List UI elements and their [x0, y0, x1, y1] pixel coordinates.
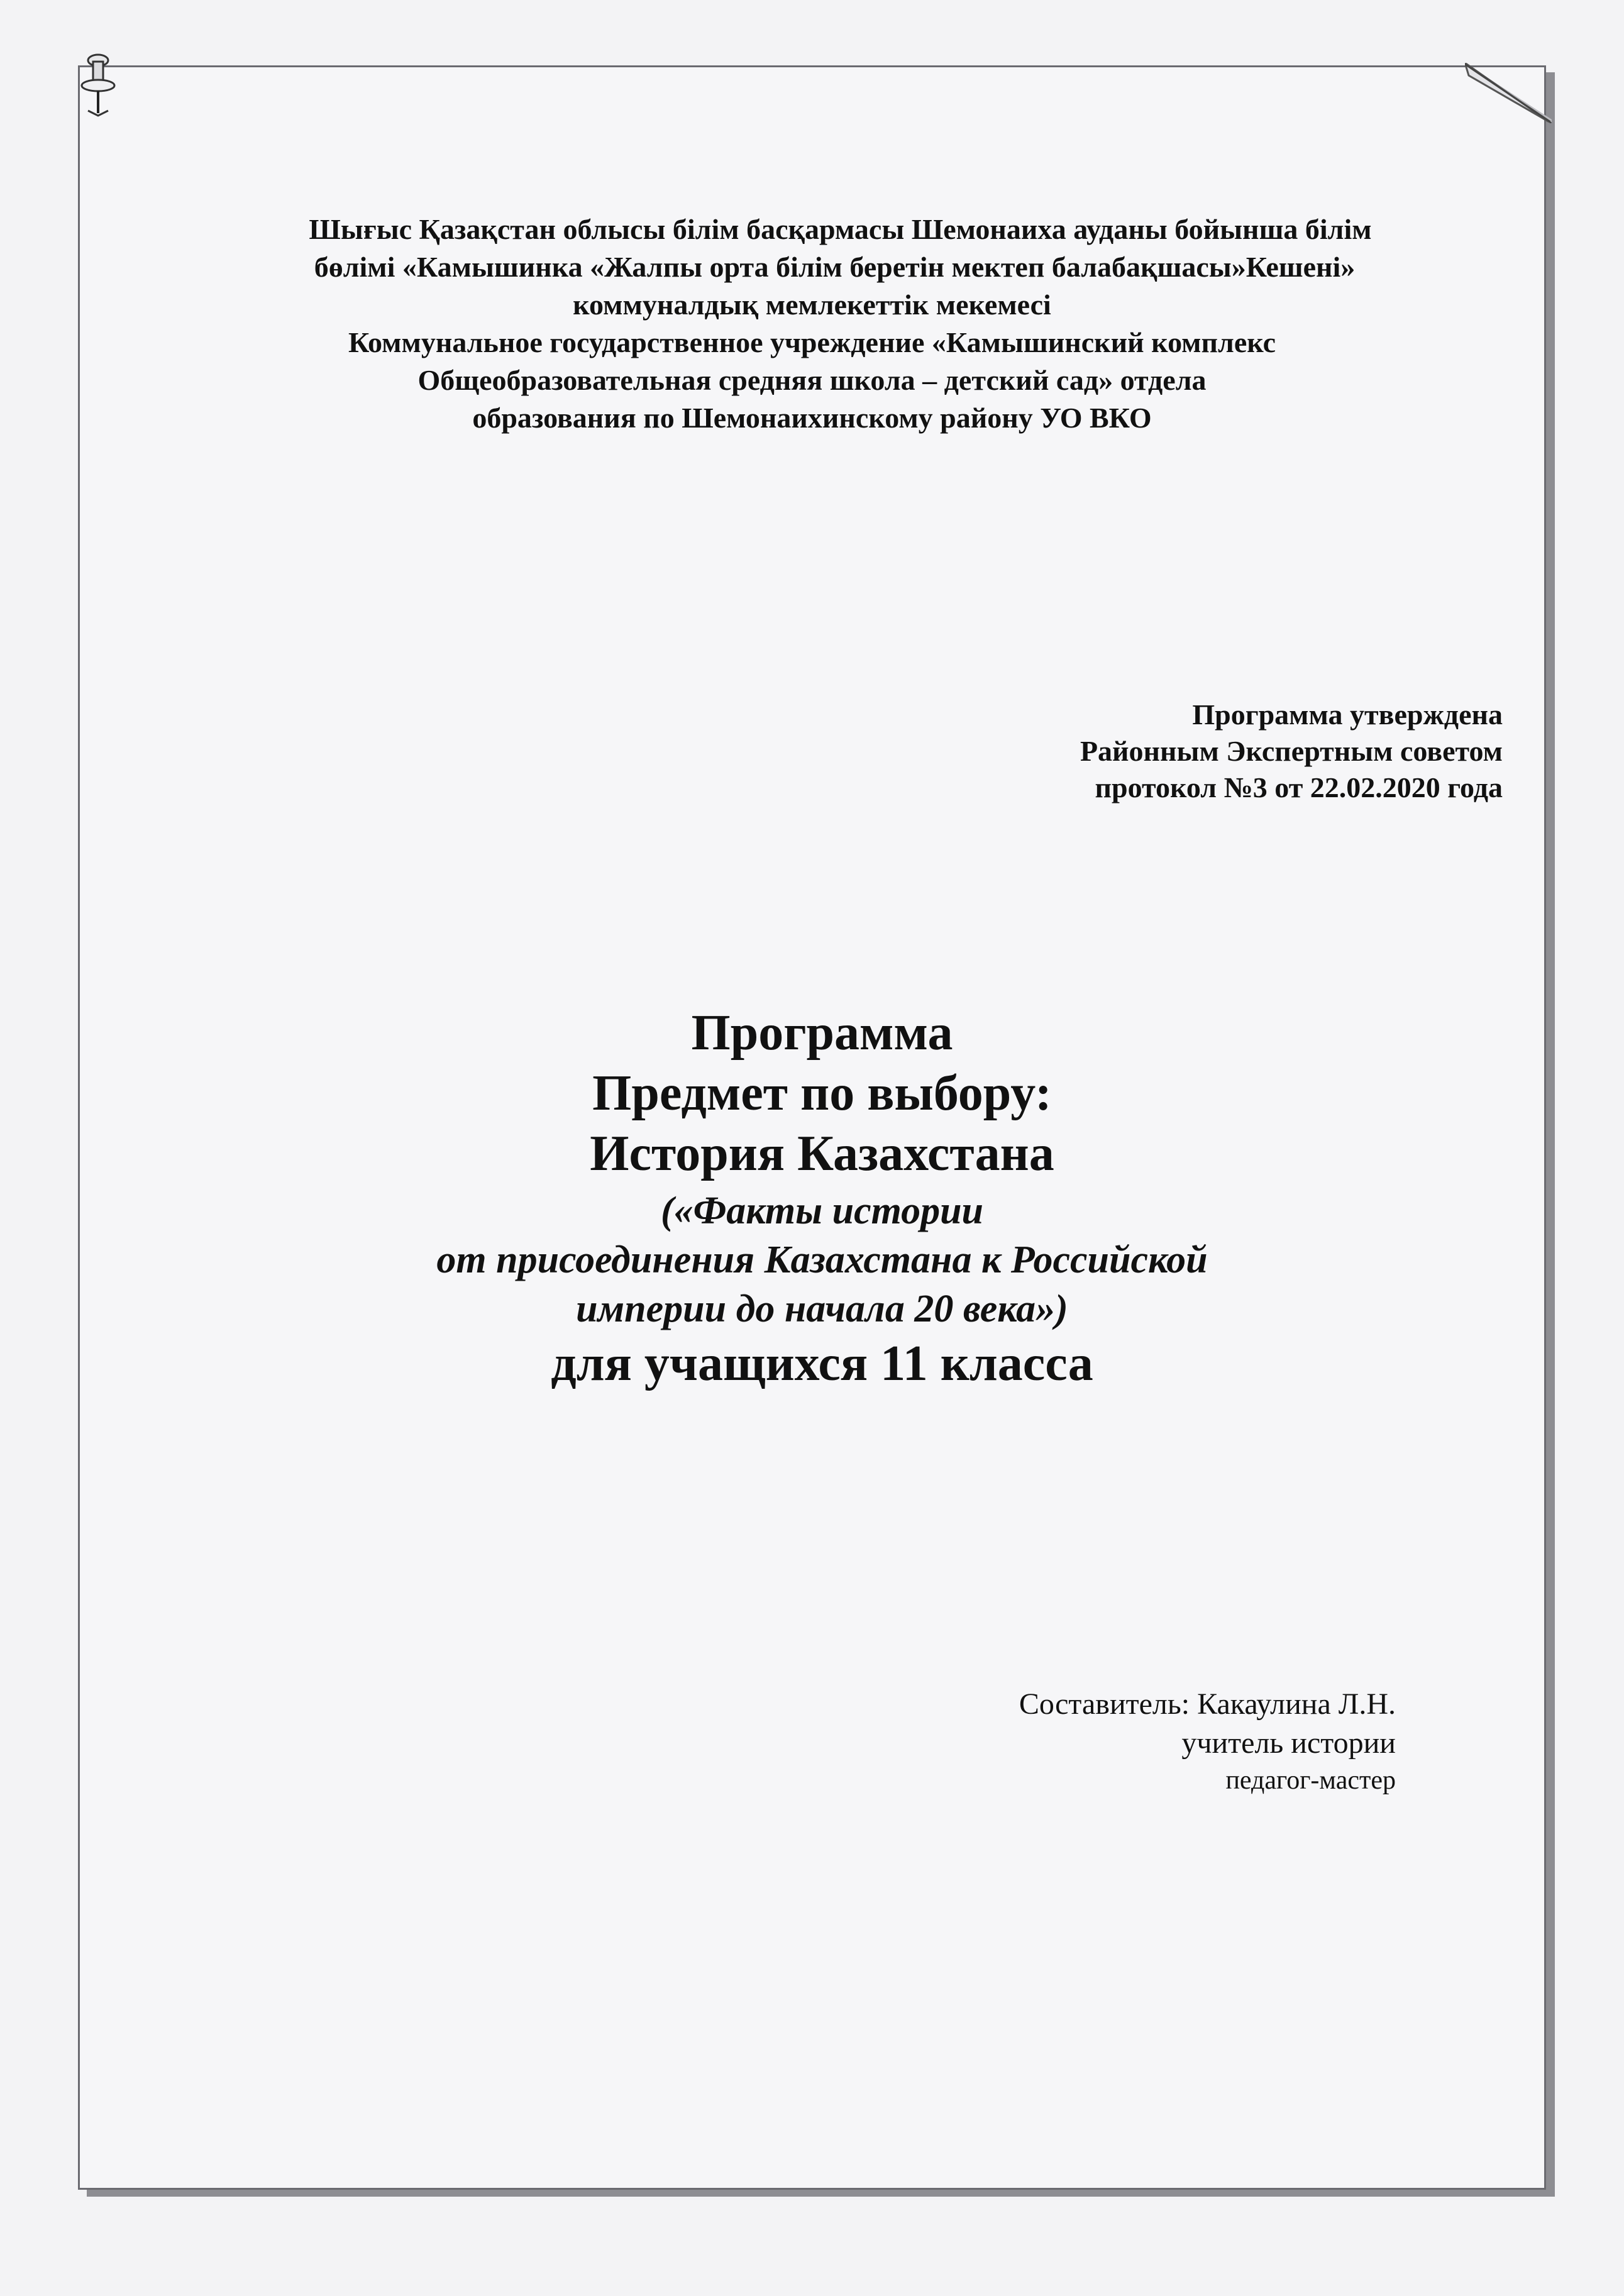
organization-line: коммуналдық мемлекеттік мекемесі: [573, 289, 1051, 321]
author-block: [817, 1685, 1396, 1798]
topic-line: от присоединения Казахстана к Российской: [436, 1239, 1208, 1281]
approval-line: Программа утверждена: [1192, 698, 1503, 731]
page-curl-icon: [1465, 63, 1553, 123]
program-heading: Программа: [691, 1005, 953, 1061]
organization-line: Коммунальное государственное учреждение «Камышинский комплекс: [348, 326, 1276, 358]
organization-header: [0, 211, 1624, 437]
audience: для учащихся 11 класса: [551, 1336, 1093, 1391]
topic-line: («Факты истории: [660, 1189, 984, 1232]
approval-stamp: [880, 697, 1503, 806]
subject-name: История Казахстана: [590, 1126, 1054, 1181]
subject-label: Предмет по выбору:: [592, 1066, 1052, 1121]
topic-line: империи до начала 20 века»): [576, 1288, 1068, 1330]
author-position: учитель истории: [1181, 1726, 1396, 1760]
pushpin-icon: [75, 50, 126, 126]
organization-line: образования по Шемонаихинскому району УО ВКО: [472, 402, 1152, 434]
organization-line: бөлімі «Камышинка «Жалпы орта білім беретін мектеп балабақшасы»Кешені»: [314, 251, 1356, 283]
approval-line: Районным Экспертным советом: [1080, 735, 1503, 767]
compiler-name: Составитель: Какаулина Л.Н.: [1019, 1687, 1396, 1721]
organization-line: Шығыс Қазақстан облысы білім басқармасы Шемонаиха ауданы бойынша білім: [309, 213, 1372, 245]
author-rank: педагог-мастер: [1225, 1766, 1396, 1795]
organization-line: Общеобразовательная средняя школа – детский сад» отдела: [417, 364, 1207, 396]
program-title: [0, 1003, 1624, 1394]
approval-line: протокол №3 от 22.02.2020 года: [1095, 771, 1503, 803]
